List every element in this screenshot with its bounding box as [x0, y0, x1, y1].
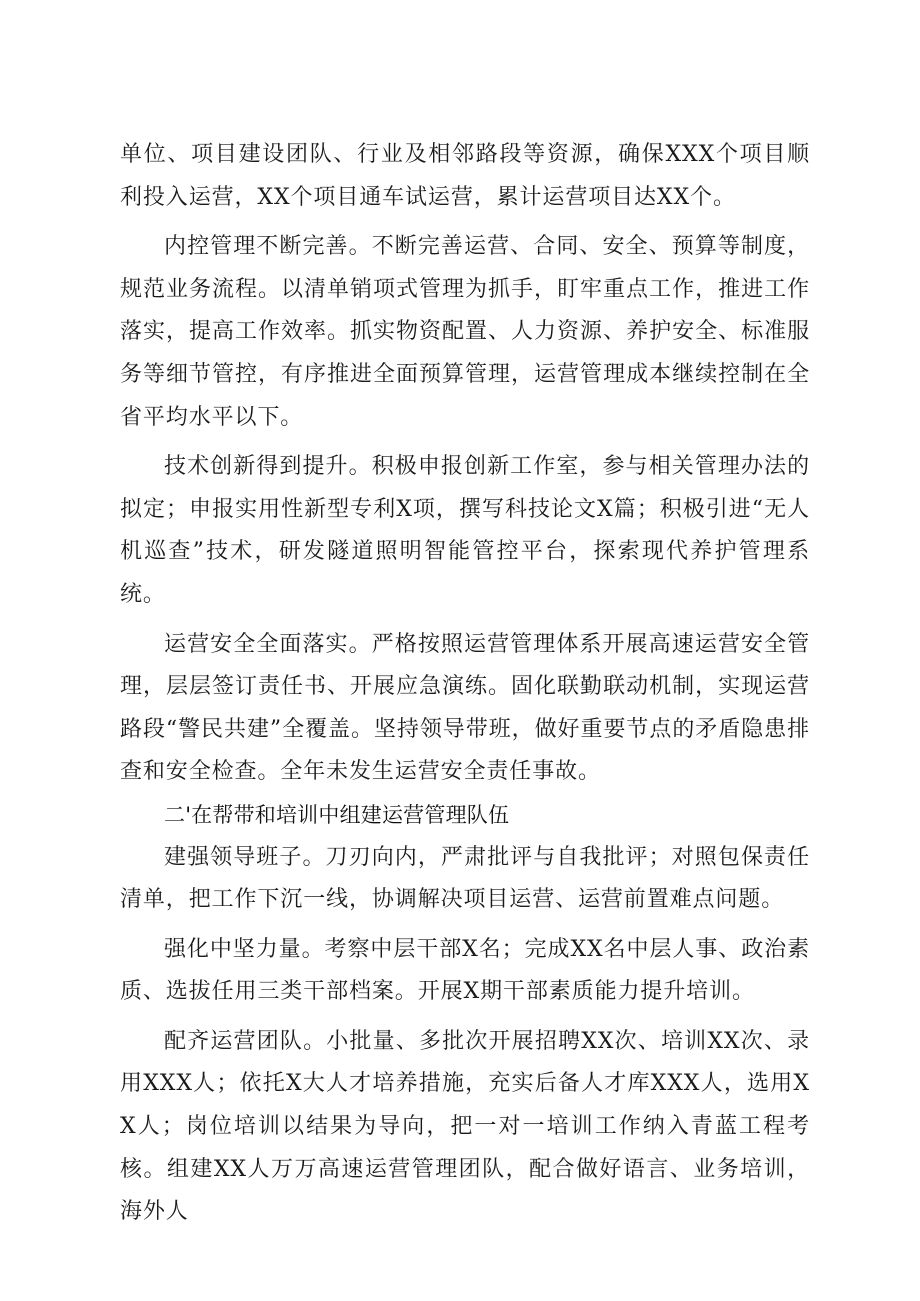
paragraph-gap [120, 1014, 810, 1021]
paragraph-internal-control: 内控管理不断完善。不断完善运营、合同、安全、预算等制度，规范业务流程。以清单销项式管理为抓手，盯牢重点工作，推进工作落实，提高工作效率。抓实物资配置、人力资源、养护安全、标准服务等细节管控，有序推进全面预算管理，运营管理成本继续控制在全省平均水平以下。 [120, 234, 810, 430]
paragraph-operation-safety: 运营安全全面落实。严格按照运营管理体系开展高速运营安全管理，层层签订责任书、开展应急演练。固化联勤联动机制，实现运营路段“警民共建”全覆盖。坚持领导带班，做好重要节点的矛盾隐患排查和安全检查。全年未发生运营安全责任事故。 [120, 631, 810, 785]
paragraph-tech-innovation: 技术创新得到提升。积极申报创新工作室，参与相关管理办法的拟定；申报实用性新型专利X项，撰写科技论文X篇；积极引进“无人机巡查”技术，研发隧道照明智能管控平台，探索现代养护管理系统。 [120, 454, 810, 607]
paragraph-leadership: 建强领导班子。刀刃向内，严肃批评与自我批评；对照包保责任清单，把工作下沉一线，协调解决项目运营、运营前置难点问题。 [120, 844, 810, 913]
document-body [120, 134, 810, 1234]
paragraph-gap [120, 617, 810, 624]
paragraph-middle-cadres: 强化中坚力量。考察中层干部X名；完成XX名中层人事、政治素质、选拔任用三类干部档案。开展X期干部素质能力提升培训。 [120, 936, 810, 1005]
paragraph-continued: 单位、项目建设团队、行业及相邻路段等资源，确保XXX个项目顺利投入运营，XX个项目通车试运营，累计运营项目达XX个。 [120, 142, 810, 210]
paragraph-operation-team: 配齐运营团队。小批量、多批次开展招聘XX次、培训XX次、录用XXX人；依托X大人才培养措施，充实后备人才库XXX人，选用XX人；岗位培训以结果为导向，把一对一培训工作纳入青蓝工程考核。组建XX人万万高速运营管理团队，配合做好语言、业务培训，海外人 [120, 1028, 810, 1225]
paragraph-gap [120, 219, 810, 226]
paragraph-gap [120, 439, 810, 446]
paragraph-gap [120, 922, 810, 929]
section-heading: 二'在帮带和培训中组建运营管理队伍 [164, 802, 510, 827]
